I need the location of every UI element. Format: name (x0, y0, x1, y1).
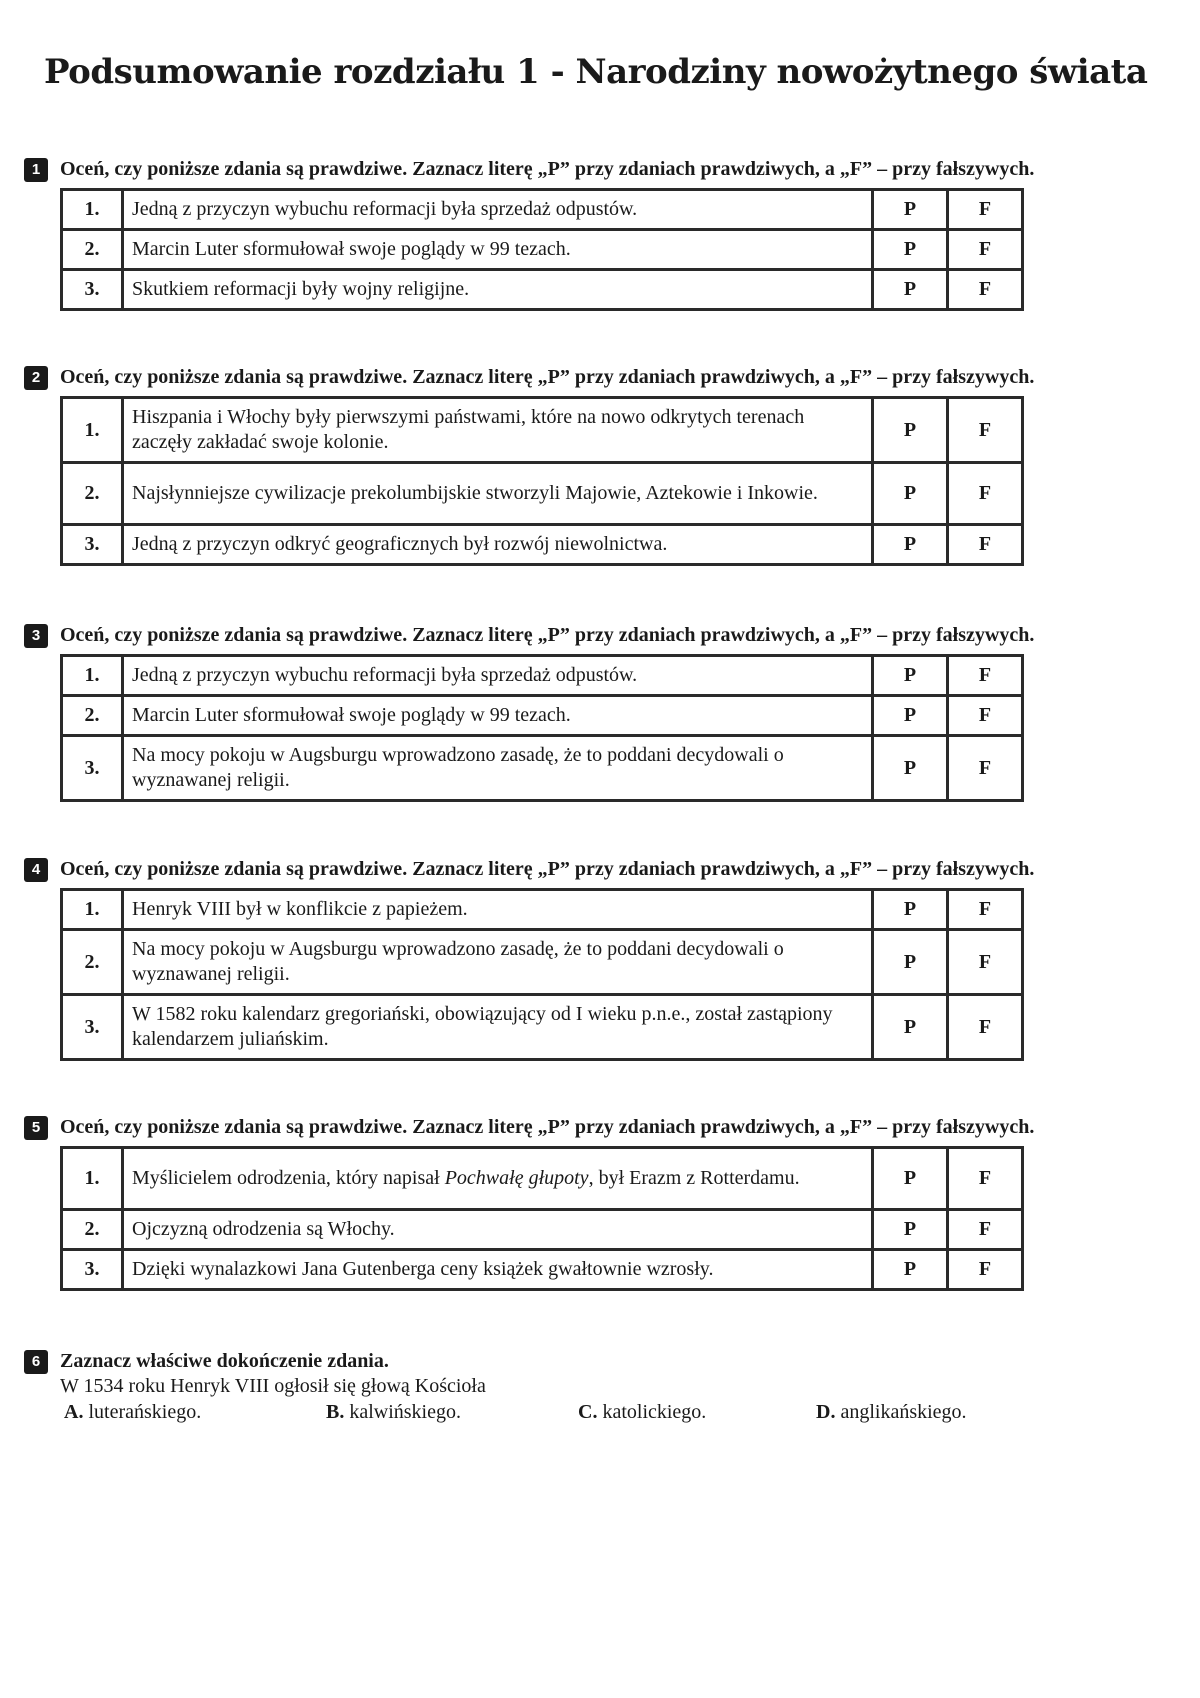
row-number: 1. (62, 890, 123, 930)
task-1 (24, 156, 1084, 311)
answer-true[interactable]: P (873, 1250, 948, 1290)
answer-true[interactable]: P (873, 656, 948, 696)
table-row (62, 930, 1023, 995)
instruction-text: Oceń, czy poniższe zdania są prawdziwe. Zaznacz literę „P” przy zdaniach prawdziwych, a „F” – przy fałszywych. (60, 366, 1035, 388)
instruction-text: Oceń, czy poniższe zdania są prawdziwe. Zaznacz literę „P” przy zdaniach prawdziwych, a „F” – przy fałszywych. (60, 624, 1035, 646)
statement-text: Henryk VIII był w konflikcie z papieżem. (123, 890, 873, 930)
answer-true[interactable]: P (873, 995, 948, 1060)
option-d[interactable] (816, 1399, 967, 1425)
task-number-badge: 4 (24, 858, 48, 882)
task-number-badge: 3 (24, 624, 48, 648)
task-instruction (24, 856, 1084, 882)
row-number: 2. (62, 463, 123, 525)
table-row (62, 995, 1023, 1060)
option-letter: D. (816, 1401, 836, 1423)
answer-false[interactable]: F (948, 995, 1023, 1060)
table-row (62, 1148, 1023, 1210)
task-instruction (24, 156, 1084, 182)
statement-text: Najsłynniejsze cywilizacje prekolumbijskie stworzyli Majowie, Aztekowie i Inkowie. (123, 463, 873, 525)
task-2 (24, 364, 1084, 566)
answer-false[interactable]: F (948, 890, 1023, 930)
task-6 (24, 1348, 1084, 1427)
option-letter: B. (326, 1401, 345, 1423)
answer-false[interactable]: F (948, 398, 1023, 463)
true-false-table (60, 396, 1024, 566)
option-b[interactable] (326, 1399, 461, 1425)
option-text: anglikańskiego. (840, 1401, 967, 1423)
statement-text: Na mocy pokoju w Augsburgu wprowadzono zasadę, że to poddani decydowali o wyznawanej religii. (123, 736, 873, 801)
task-instruction (24, 622, 1084, 648)
task-5 (24, 1114, 1084, 1291)
row-number: 3. (62, 525, 123, 565)
statement-text: Dzięki wynalazkowi Jana Gutenberga ceny książek gwałtownie wzrosły. (123, 1250, 873, 1290)
option-letter: A. (64, 1401, 84, 1423)
statement-text: Marcin Luter sformułował swoje poglądy w 99 tezach. (123, 696, 873, 736)
statement-text: W 1582 roku kalendarz gregoriański, obowiązujący od I wieku p.n.e., został zastąpiony kalendarzem juliańskim. (123, 995, 873, 1060)
table-row (62, 525, 1023, 565)
row-number: 1. (62, 398, 123, 463)
task-number-badge: 5 (24, 1116, 48, 1140)
answer-true[interactable]: P (873, 525, 948, 565)
table-row (62, 270, 1023, 310)
answer-true[interactable]: P (873, 1210, 948, 1250)
table-row (62, 230, 1023, 270)
answer-false[interactable]: F (948, 696, 1023, 736)
task-number-badge: 1 (24, 158, 48, 182)
answer-false[interactable]: F (948, 525, 1023, 565)
table-row (62, 398, 1023, 463)
page-title: Podsumowanie rozdziału 1 - Narodziny nowożytnego świata (44, 52, 1148, 92)
row-number: 2. (62, 1210, 123, 1250)
option-text: katolickiego. (602, 1401, 707, 1423)
statement-text: Skutkiem reformacji były wojny religijne. (123, 270, 873, 310)
instruction-text: Oceń, czy poniższe zdania są prawdziwe. Zaznacz literę „P” przy zdaniach prawdziwych, a „F” – przy fałszywych. (60, 858, 1035, 880)
answer-false[interactable]: F (948, 1250, 1023, 1290)
instruction-text: Oceń, czy poniższe zdania są prawdziwe. Zaznacz literę „P” przy zdaniach prawdziwych, a „F” – przy fałszywych. (60, 158, 1035, 180)
task-number-badge: 6 (24, 1350, 48, 1374)
answer-false[interactable]: F (948, 463, 1023, 525)
option-a[interactable] (64, 1399, 201, 1425)
table-row (62, 1210, 1023, 1250)
answer-false[interactable]: F (948, 1148, 1023, 1210)
true-false-table (60, 888, 1024, 1061)
option-letter: C. (578, 1401, 598, 1423)
task-number-badge: 2 (24, 366, 48, 390)
statement-text (123, 1148, 873, 1210)
statement-text: Ojczyzną odrodzenia są Włochy. (123, 1210, 873, 1250)
answer-true[interactable]: P (873, 1148, 948, 1210)
task-instruction (24, 1348, 1084, 1374)
row-number: 1. (62, 656, 123, 696)
answer-options (64, 1399, 1084, 1427)
statement-text: Marcin Luter sformułował swoje poglądy w 99 tezach. (123, 230, 873, 270)
row-number: 3. (62, 1250, 123, 1290)
answer-false[interactable]: F (948, 230, 1023, 270)
answer-false[interactable]: F (948, 1210, 1023, 1250)
answer-false[interactable]: F (948, 736, 1023, 801)
answer-true[interactable]: P (873, 270, 948, 310)
task-instruction (24, 364, 1084, 390)
true-false-table (60, 188, 1024, 311)
answer-true[interactable]: P (873, 736, 948, 801)
statement-text: Hiszpania i Włochy były pierwszymi państwami, które na nowo odkrytych terenach zaczęły zakładać swoje kolonie. (123, 398, 873, 463)
table-row (62, 656, 1023, 696)
true-false-table (60, 1146, 1024, 1291)
answer-false[interactable]: F (948, 270, 1023, 310)
table-row (62, 890, 1023, 930)
answer-true[interactable]: P (873, 696, 948, 736)
task-3 (24, 622, 1084, 802)
row-number: 2. (62, 930, 123, 995)
table-row (62, 1250, 1023, 1290)
answer-false[interactable]: F (948, 190, 1023, 230)
instruction-text: Oceń, czy poniższe zdania są prawdziwe. Zaznacz literę „P” przy zdaniach prawdziwych, a „F” – przy fałszywych. (60, 1116, 1035, 1138)
table-row (62, 463, 1023, 525)
row-number: 1. (62, 1148, 123, 1210)
answer-true[interactable]: P (873, 190, 948, 230)
row-number: 2. (62, 696, 123, 736)
statement-text-part: , był Erazm z Rotterdamu. (588, 1167, 800, 1189)
row-number: 3. (62, 270, 123, 310)
row-number: 3. (62, 995, 123, 1060)
question-sentence: W 1534 roku Henryk VIII ogłosił się głową Kościoła (60, 1375, 486, 1397)
row-number: 3. (62, 736, 123, 801)
book-title: Pochwałę głupoty (444, 1167, 589, 1189)
answer-true[interactable]: P (873, 463, 948, 525)
answer-false[interactable]: F (948, 930, 1023, 995)
task-instruction (24, 1114, 1084, 1140)
table-row (62, 696, 1023, 736)
statement-text: Jedną z przyczyn odkryć geograficznych był rozwój niewolnictwa. (123, 525, 873, 565)
table-row (62, 736, 1023, 801)
answer-true[interactable]: P (873, 398, 948, 463)
answer-false[interactable]: F (948, 656, 1023, 696)
instruction-text: Zaznacz właściwe dokończenie zdania. (60, 1350, 389, 1372)
true-false-table (60, 654, 1024, 802)
answer-true[interactable]: P (873, 890, 948, 930)
option-text: kalwińskiego. (349, 1401, 461, 1423)
statement-text: Jedną z przyczyn wybuchu reformacji była sprzedaż odpustów. (123, 190, 873, 230)
answer-true[interactable]: P (873, 930, 948, 995)
task-4 (24, 856, 1084, 1061)
row-number: 1. (62, 190, 123, 230)
option-text: luterańskiego. (88, 1401, 202, 1423)
statement-text-part: Myślicielem odrodzenia, który napisał (132, 1167, 445, 1189)
statement-text: Jedną z przyczyn wybuchu reformacji była sprzedaż odpustów. (123, 656, 873, 696)
option-c[interactable] (578, 1399, 706, 1425)
table-row (62, 190, 1023, 230)
row-number: 2. (62, 230, 123, 270)
statement-text: Na mocy pokoju w Augsburgu wprowadzono zasadę, że to poddani decydowali o wyznawanej religii. (123, 930, 873, 995)
answer-true[interactable]: P (873, 230, 948, 270)
